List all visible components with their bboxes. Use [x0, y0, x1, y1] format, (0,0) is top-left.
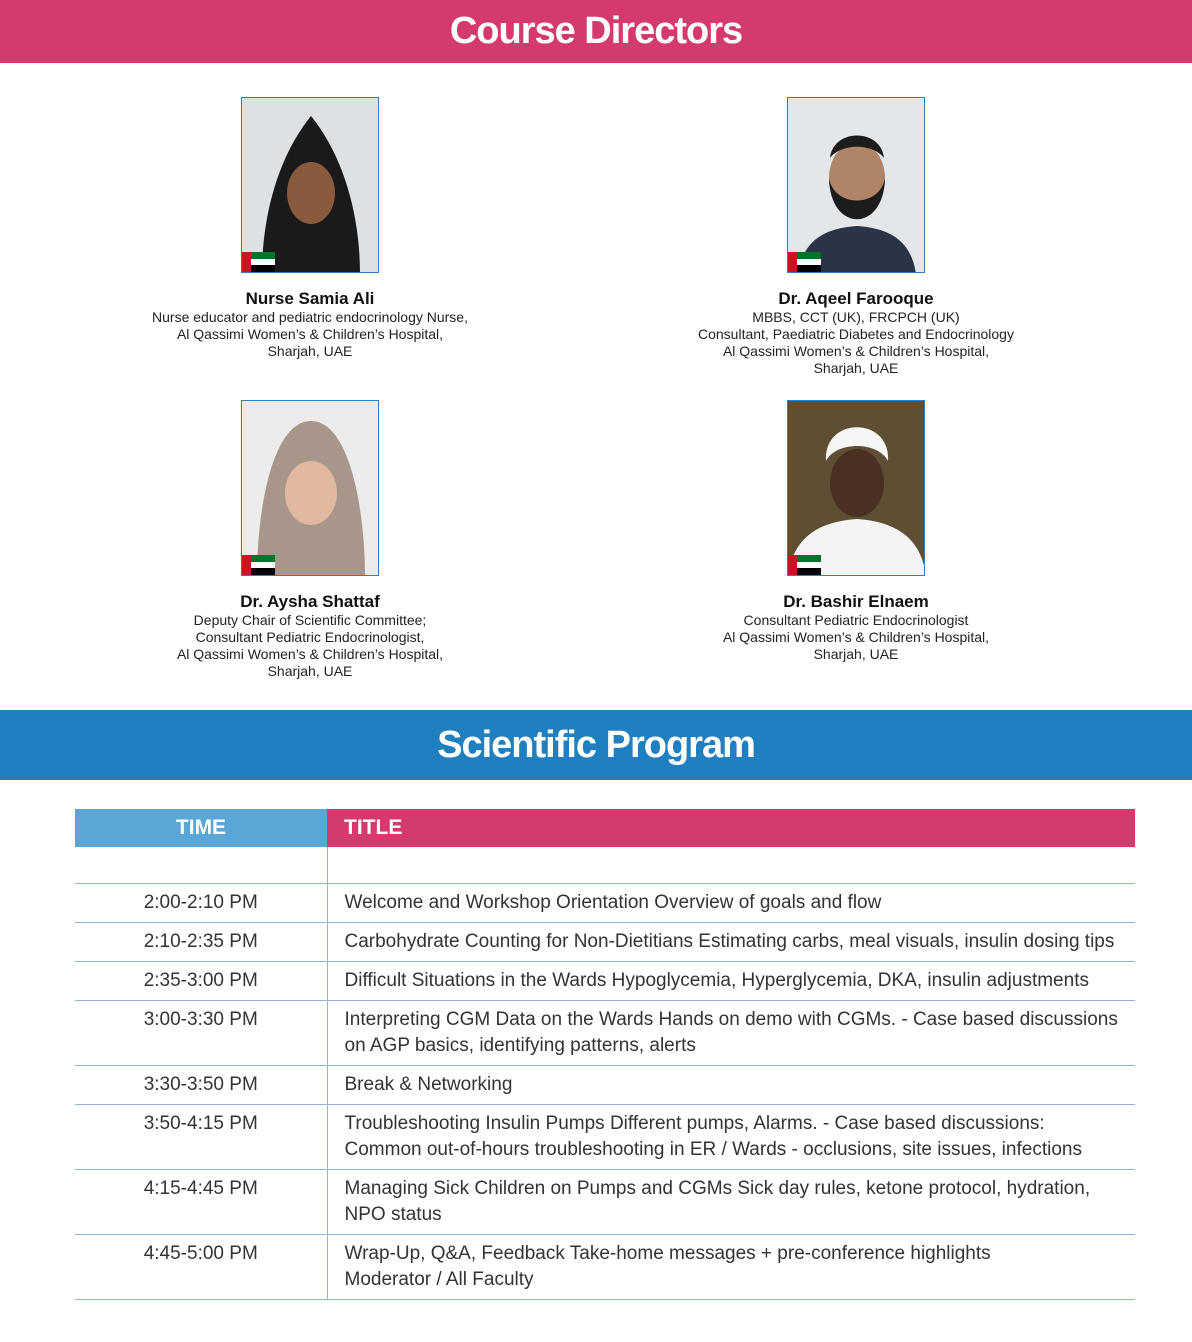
time-cell: 3:30-3:50 PM [75, 1065, 327, 1104]
program-table [75, 809, 1135, 1300]
table-row [75, 883, 1135, 922]
director-name: Dr. Aqeel Farooque [778, 289, 934, 308]
director-card [90, 97, 530, 360]
time-cell: 2:00-2:10 PM [75, 883, 327, 922]
time-cell: 2:10-2:35 PM [75, 922, 327, 961]
director-detail: Al Qassimi Women’s & Children’s Hospital, [722, 629, 990, 645]
portrait-image [242, 401, 379, 576]
table-row [75, 1169, 1135, 1234]
director-detail: Consultant, Paediatric Diabetes and Endocrinology [698, 326, 1014, 342]
title-cell: Difficult Situations in the Wards Hypoglycemia, Hyperglycemia, DKA, insulin adjustments [327, 961, 1135, 1000]
title-cell: Managing Sick Children on Pumps and CGMs Sick day rules, ketone protocol, hydration, NPO status [327, 1169, 1135, 1234]
table-header-row [75, 809, 1135, 847]
director-photo [241, 97, 379, 273]
time-cell: 4:45-5:00 PM [75, 1234, 327, 1299]
table-row [75, 922, 1135, 961]
title-cell: Carbohydrate Counting for Non-Dietitians Estimating carbs, meal visuals, insulin dosing tips [327, 922, 1135, 961]
course-directors-banner [0, 0, 1192, 63]
table-row [75, 1104, 1135, 1169]
uae-flag-icon [788, 555, 821, 575]
table-row [75, 1065, 1135, 1104]
title-cell: Troubleshooting Insulin Pumps Different pumps, Alarms. - Case based discussions: Common out-of-hours troubleshooting in ER / Wards - occlusions, site issues, infections [327, 1104, 1135, 1169]
portrait-image [788, 401, 925, 576]
director-detail: Al Qassimi Women’s & Children’s Hospital, [176, 326, 444, 342]
table-row [75, 1000, 1135, 1065]
scientific-program-banner [0, 710, 1192, 780]
director-detail: Nurse educator and pediatric endocrinology Nurse, [152, 309, 468, 325]
director-name: Nurse Samia Ali [245, 289, 375, 308]
director-detail: Deputy Chair of Scientific Committee; [193, 612, 427, 628]
title-column-header: TITLE [327, 809, 1135, 847]
director-photo [787, 97, 925, 273]
table-row-empty [75, 847, 1135, 883]
table-row [75, 1234, 1135, 1299]
title-cell: Break & Networking [327, 1065, 1135, 1104]
time-cell: 3:50-4:15 PM [75, 1104, 327, 1169]
director-detail: Sharjah, UAE [813, 360, 899, 376]
director-detail: Consultant Pediatric Endocrinologist [743, 612, 969, 628]
director-detail: Sharjah, UAE [813, 646, 899, 662]
director-photo [787, 400, 925, 576]
uae-flag-icon [788, 252, 821, 272]
title-cell: Interpreting CGM Data on the Wards Hands on demo with CGMs. - Case based discussions on AGP basics, identifying patterns, alerts [327, 1000, 1135, 1065]
director-detail: Sharjah, UAE [267, 663, 353, 679]
portrait-image [242, 98, 379, 273]
title-cell: Wrap-Up, Q&A, Feedback Take-home messages + pre-conference highlights Moderator / All Faculty [327, 1234, 1135, 1299]
director-photo [241, 400, 379, 576]
table-row [75, 961, 1135, 1000]
director-name: Dr. Bashir Elnaem [783, 592, 929, 611]
director-detail: Al Qassimi Women’s & Children’s Hospital, [722, 343, 990, 359]
director-detail: Sharjah, UAE [267, 343, 353, 359]
title-cell: Welcome and Workshop Orientation Overview of goals and flow [327, 883, 1135, 922]
time-cell: 2:35-3:00 PM [75, 961, 327, 1000]
uae-flag-icon [242, 252, 275, 272]
course-directors-title: Course Directors [449, 10, 743, 52]
director-card [636, 400, 1076, 663]
time-cell: 3:00-3:30 PM [75, 1000, 327, 1065]
director-detail: Consultant Pediatric Endocrinologist, [195, 629, 425, 645]
time-cell: 4:15-4:45 PM [75, 1169, 327, 1234]
portrait-image [788, 98, 925, 273]
director-name: Dr. Aysha Shattaf [240, 592, 380, 611]
director-detail: Al Qassimi Women’s & Children’s Hospital, [176, 646, 444, 662]
scientific-program-title: Scientific Program [437, 723, 755, 766]
director-detail: MBBS, CCT (UK), FRCPCH (UK) [752, 309, 960, 325]
director-card [636, 97, 1076, 377]
uae-flag-icon [242, 555, 275, 575]
time-column-header: TIME [75, 809, 327, 847]
director-card [90, 400, 530, 680]
